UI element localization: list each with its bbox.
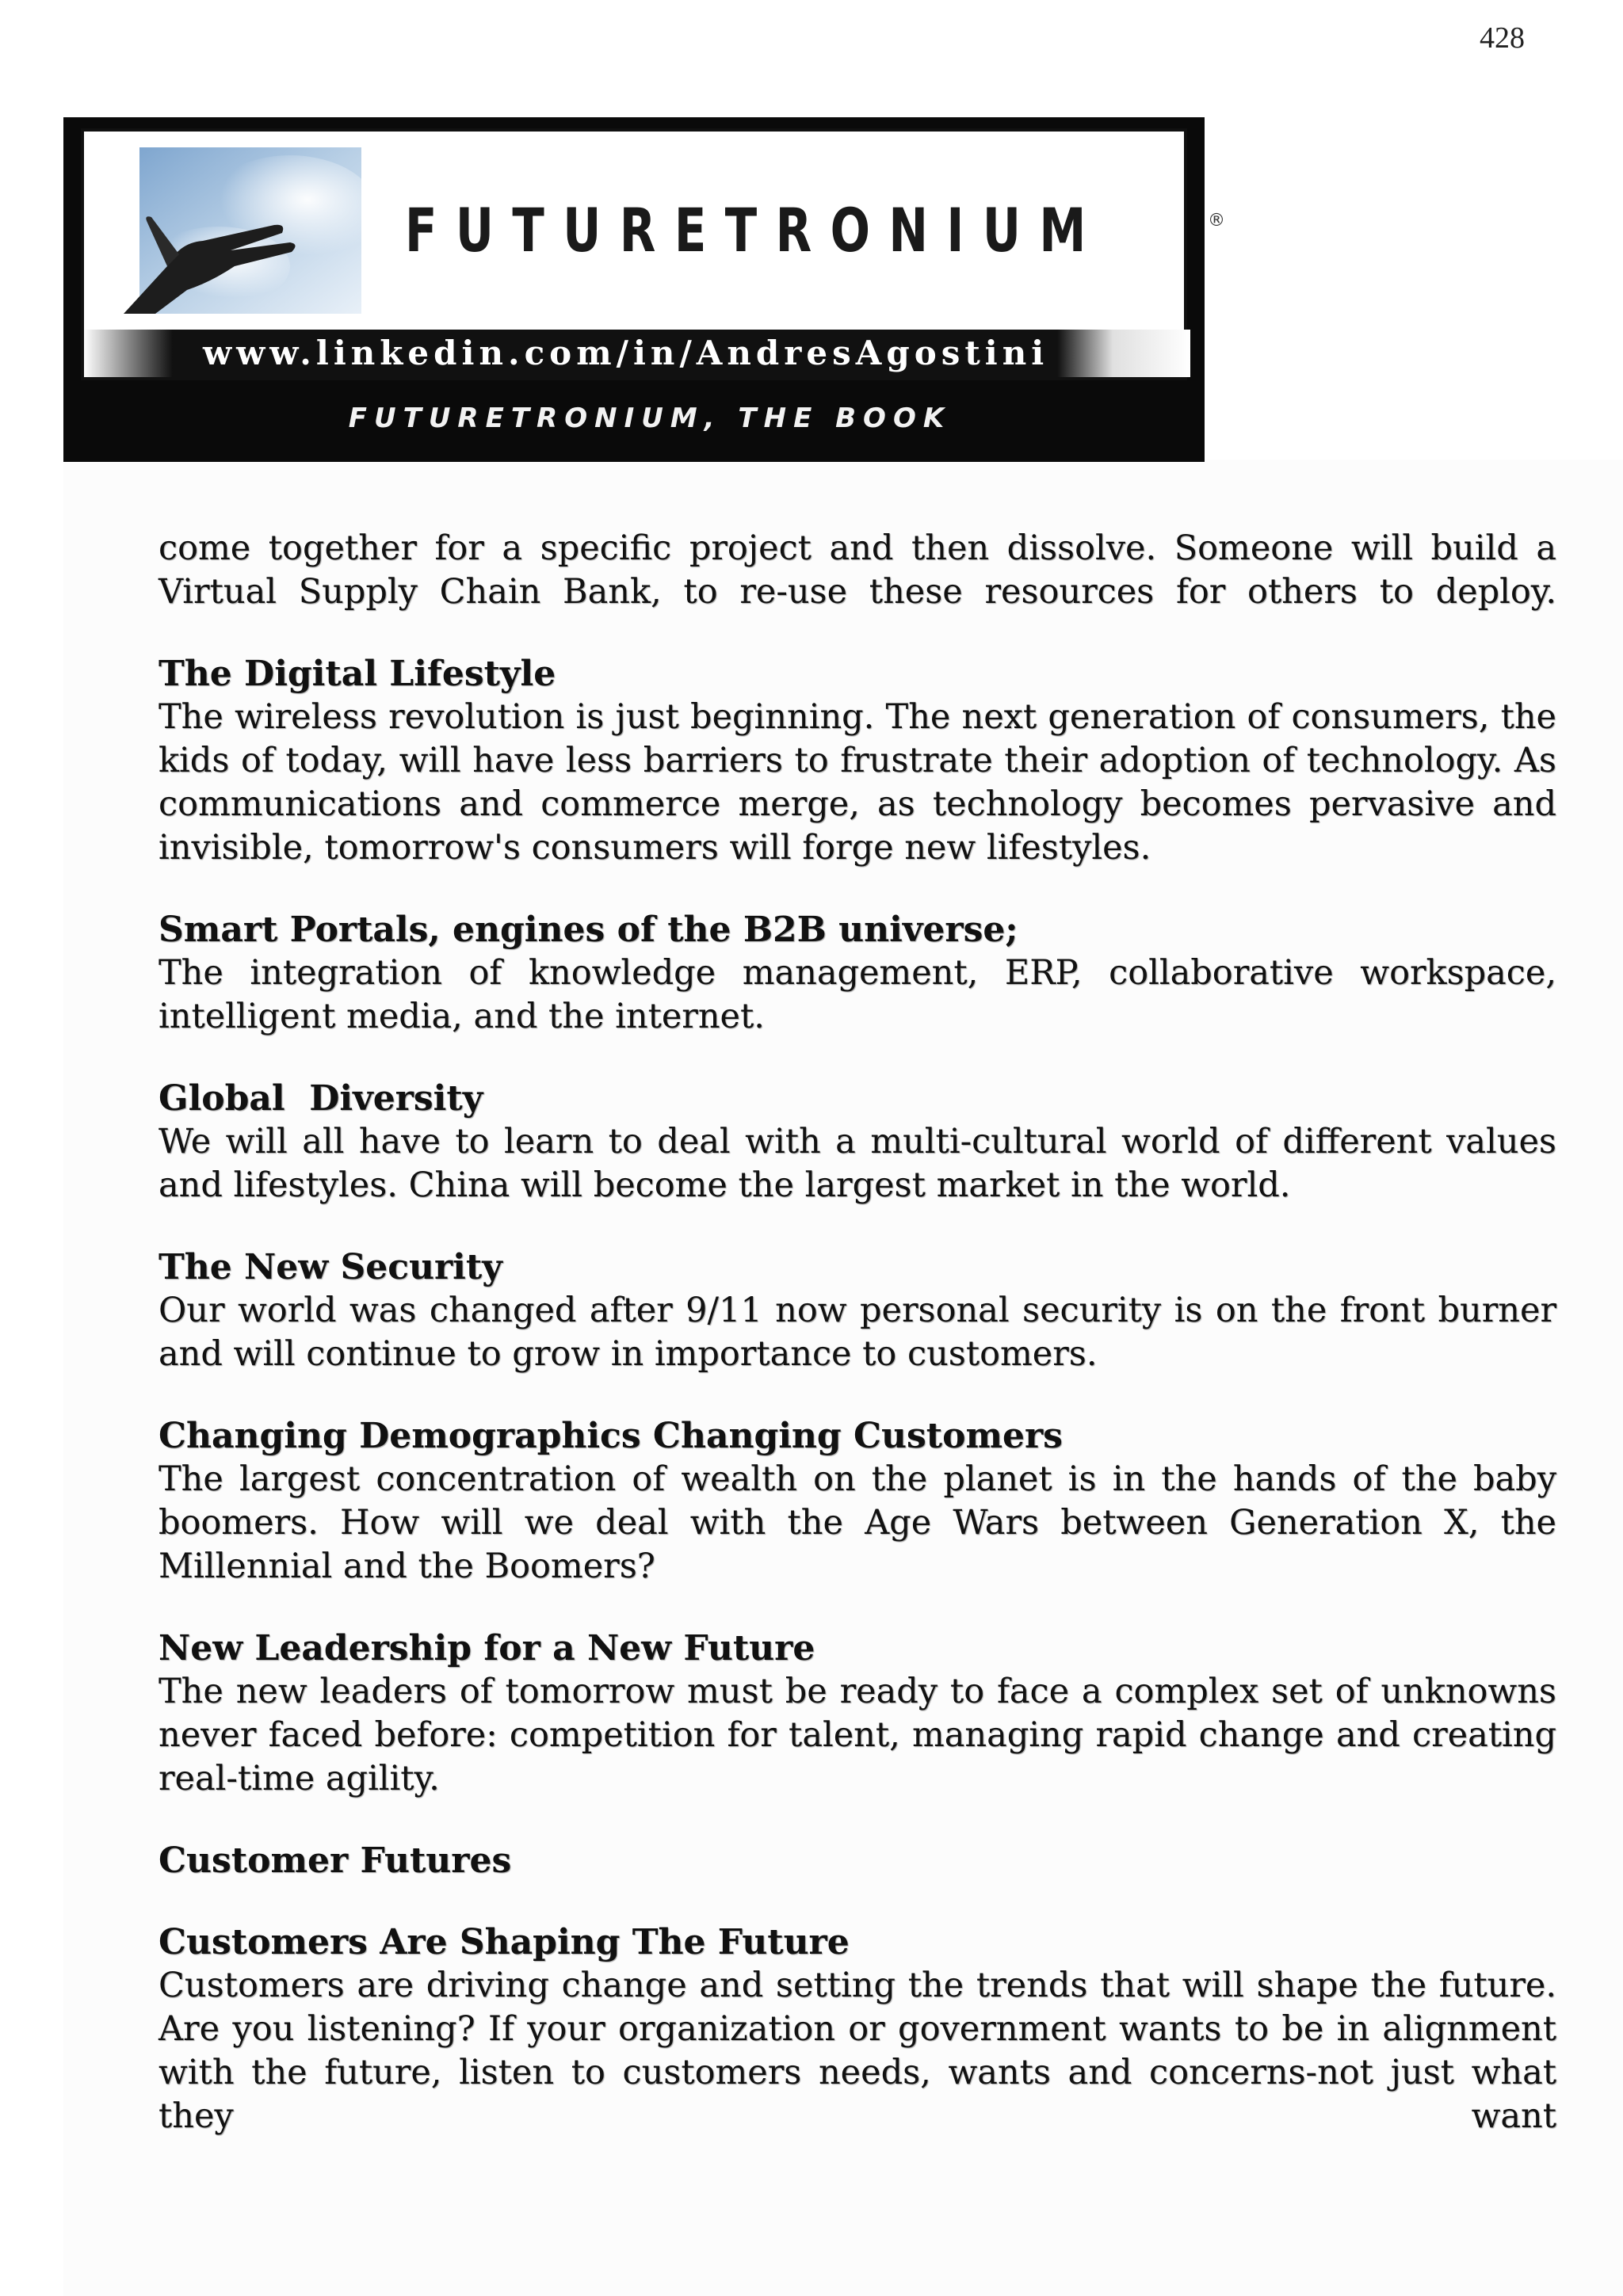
sky-hand-image xyxy=(92,147,361,314)
section-heading: Global Diversity xyxy=(158,1078,483,1119)
section-body: The largest concentration of wealth on the planet is in the hands of the baby boomers. How will we deal with the Age Wars between Generation X, the Millennial and the Boomers? xyxy=(158,1459,1556,1586)
section-heading: New Leadership for a New Future xyxy=(158,1628,815,1669)
section-heading: Customers Are Shaping The Future xyxy=(158,1922,850,1962)
section-body: The new leaders of tomorrow must be ready to face a complex set of unknowns never faced before: competition for talent, managing rapid change and creating real-time agility. xyxy=(158,1672,1556,1798)
section-heading: The New Security xyxy=(158,1247,502,1287)
book-banner xyxy=(63,117,1225,462)
section-body: The wireless revolution is just beginning. The next generation of consumers, the kids of today, will have less barriers to frustrate their adoption of technology. As communications and commerce merge, as technology becomes pervasive and invisible, tomorrow's consumers will forge new lifestyles. xyxy=(158,697,1556,868)
banner-url: www.linkedin.com/in/AndresAgostini xyxy=(203,334,1049,372)
section-digital-lifestyle xyxy=(158,652,1556,870)
intro-paragraph: come together for a specific project and then dissolve. Someone will build a Virtual Supply Chain Bank, to re-use these resources for others to deploy. xyxy=(158,528,1556,612)
section-changing-demographics xyxy=(158,1414,1556,1589)
section-body: Our world was changed after 9/11 now personal security is on the front burner and will continue to grow in importance to customers. xyxy=(158,1291,1556,1374)
page-content xyxy=(158,527,1556,2138)
section-global-diversity xyxy=(158,1077,1556,1207)
banner-subtitle: FUTURETRONIUM, THE BOOK xyxy=(348,402,952,434)
section-new-leadership xyxy=(158,1627,1556,1801)
section-customer-futures xyxy=(158,1839,1556,1882)
registered-mark: ® xyxy=(1208,211,1225,231)
banner-logo-panel xyxy=(81,128,1225,380)
banner-title: FUTURETRONIUM xyxy=(405,195,1105,265)
section-heading: The Digital Lifestyle xyxy=(158,654,556,694)
section-new-security xyxy=(158,1245,1556,1376)
section-smart-portals xyxy=(158,908,1556,1039)
section-customers-shaping-future xyxy=(158,1920,1556,2138)
section-heading: Customer Futures xyxy=(158,1840,512,1881)
section-body: The integration of knowledge management, ERP, collaborative workspace, intelligent media, and the internet. xyxy=(158,953,1556,1036)
section-body: We will all have to learn to deal with a multi-cultural world of different values and lifestyles. China will become the largest market in the world. xyxy=(158,1122,1556,1205)
section-heading: Changing Demographics Changing Customers xyxy=(158,1416,1063,1456)
section-heading: Smart Portals, engines of the B2B universe; xyxy=(158,910,1018,950)
page-number: 428 xyxy=(1480,21,1525,55)
section-body: Customers are driving change and setting the trends that will shape the future. Are you listening? If your organization or government wants to be in alignment with the future, listen to customers needs, wants and concerns-not just what they want xyxy=(158,1966,1556,2136)
